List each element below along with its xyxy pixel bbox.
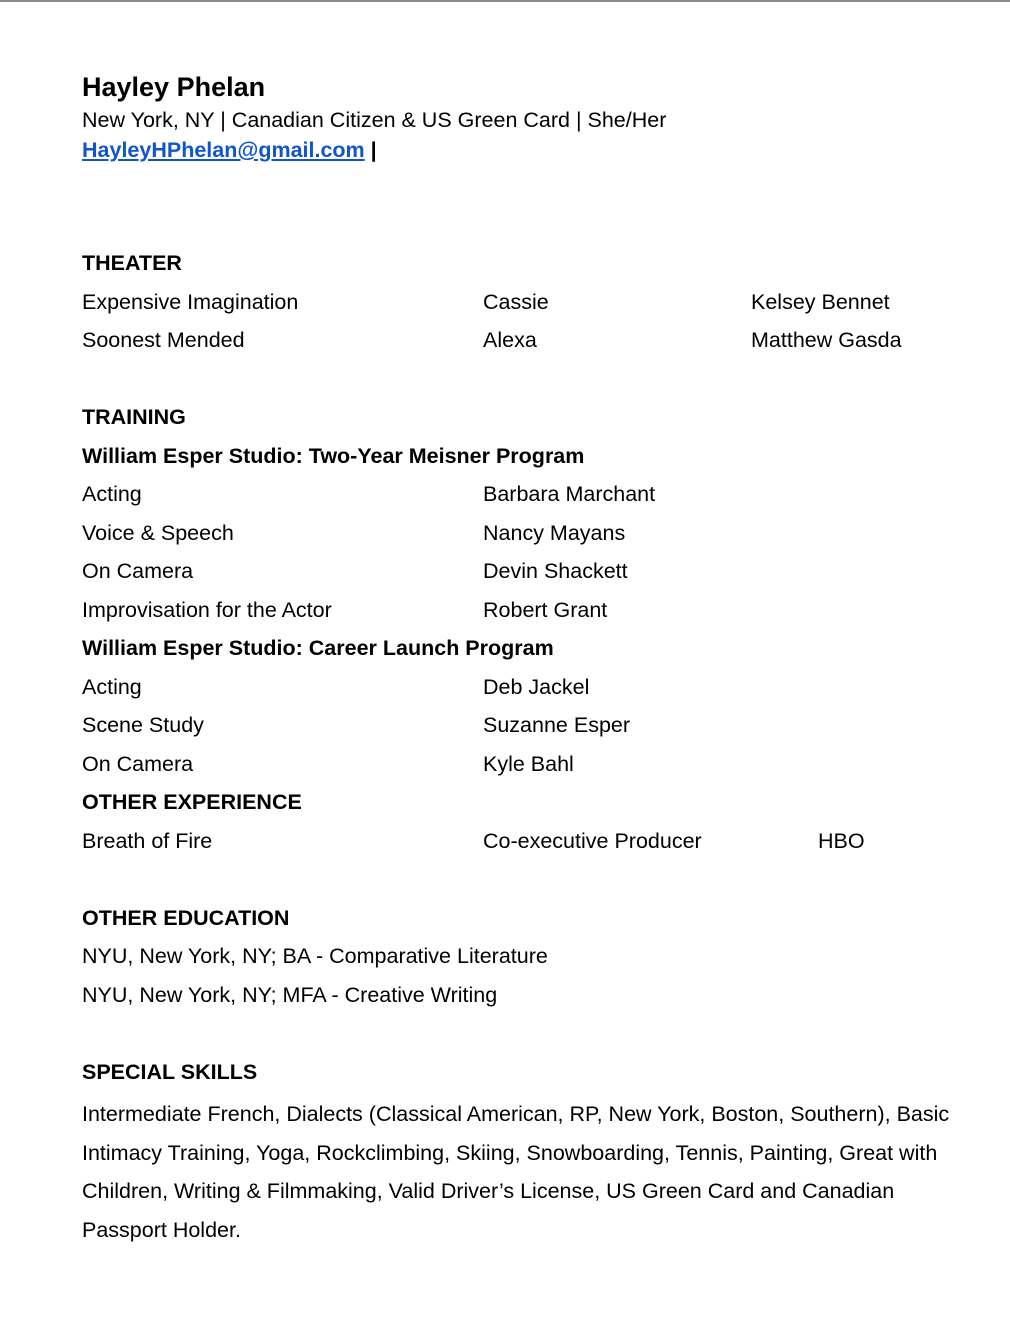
training-program-title: William Esper Studio: Two-Year Meisner Program	[82, 444, 585, 468]
training-subject: Voice & Speech	[82, 521, 234, 545]
training-subject: Improvisation for the Actor	[82, 598, 332, 622]
theater-row	[82, 326, 962, 354]
resume-name: Hayley Phelan	[82, 72, 266, 102]
training-teacher: Deb Jackel	[483, 675, 590, 699]
training-subject: On Camera	[82, 752, 194, 776]
experience-role: Co-executive Producer	[483, 829, 702, 853]
email-link[interactable]: HayleyHPhelan@gmail.com	[82, 138, 365, 162]
special-skills-text: Intermediate French, Dialects (Classical American, RP, New York, Boston, Southern), Basic Intimacy Training, Yoga, Rockclimbing, Skiing, Snowboarding, Tennis, Painting, Great with Children, Writing & Filmmaking, Valid Driver’s License, US Green Card and Canadian Passport Holder.	[82, 1102, 950, 1242]
training-heading: TRAINING	[82, 405, 186, 429]
training-program-title: William Esper Studio: Career Launch Program	[82, 636, 554, 660]
experience-company: HBO	[818, 829, 865, 853]
theater-title: Expensive Imagination	[82, 290, 299, 314]
special-skills-heading: SPECIAL SKILLS	[82, 1060, 258, 1084]
training-teacher: Barbara Marchant	[483, 482, 656, 506]
training-row	[82, 596, 962, 624]
training-subject: Scene Study	[82, 713, 204, 737]
training-teacher: Suzanne Esper	[483, 713, 631, 737]
training-subject: Acting	[82, 675, 142, 699]
training-row	[82, 480, 962, 508]
theater-director: Matthew Gasda	[751, 328, 902, 352]
theater-row	[82, 288, 962, 316]
training-subject: On Camera	[82, 559, 194, 583]
training-teacher: Devin Shackett	[483, 559, 628, 583]
other-education-heading: OTHER EDUCATION	[82, 906, 290, 930]
training-row	[82, 557, 962, 585]
theater-role: Alexa	[483, 328, 537, 352]
top-divider	[0, 0, 1010, 2]
training-subject: Acting	[82, 482, 142, 506]
training-teacher: Kyle Bahl	[483, 752, 574, 776]
training-teacher: Robert Grant	[483, 598, 608, 622]
education-item: NYU, New York, NY; BA - Comparative Literature	[82, 944, 548, 968]
theater-heading: THEATER	[82, 251, 182, 275]
contact-line	[82, 136, 377, 164]
resume-details: New York, NY | Canadian Citizen & US Green Card | She/Her	[82, 108, 667, 132]
experience-title: Breath of Fire	[82, 829, 213, 853]
theater-role: Cassie	[483, 290, 549, 314]
training-row	[82, 750, 962, 778]
theater-director: Kelsey Bennet	[751, 290, 890, 314]
training-row	[82, 519, 962, 547]
training-teacher: Nancy Mayans	[483, 521, 626, 545]
experience-row	[82, 827, 962, 855]
theater-title: Soonest Mended	[82, 328, 245, 352]
training-row	[82, 673, 962, 701]
education-item: NYU, New York, NY; MFA - Creative Writing	[82, 983, 498, 1007]
contact-separator: |	[364, 138, 377, 162]
training-row	[82, 711, 962, 739]
other-experience-heading: OTHER EXPERIENCE	[82, 790, 302, 814]
